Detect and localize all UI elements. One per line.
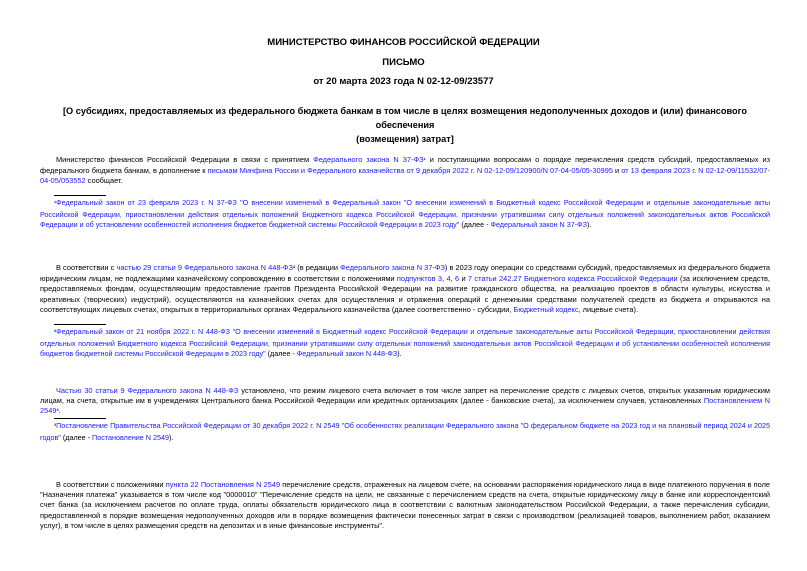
paragraph-3	[40, 386, 770, 418]
text: ,	[442, 274, 447, 284]
text: ).	[168, 432, 174, 442]
text: (за исключением средств, предоставляемых фондам, осуществляющим предоставление грантов Президента Российской Федерации на развитие гражданского общества, на реализацию проектов в области культуры, искусства и креативных (творческих) индустрий), осуществляются на казначейских счетах для осуществления и отражения операций с денежными средствами получателей средств из бюджета и открываются на соответствующих лицевых счетах, открытых в территориальных органах Федерального казначейства (далее соответственно - субсидии,	[40, 274, 770, 314]
footnote-3	[40, 421, 770, 443]
footnote-separator	[54, 418, 106, 419]
subject-line-1: [О субсидиях, предоставляемых из федерального бюджета банкам в том числе в целях возмещения недополученных доходов и (или) финансового обеспечения	[63, 106, 747, 130]
link-budget-code[interactable]: Бюджетный кодекс	[513, 304, 579, 314]
footnote-marker: ²	[54, 329, 57, 336]
text: В соответствии с положениями	[56, 480, 166, 489]
subject-line-2: (возмещения) затрат]	[356, 134, 454, 144]
document-date-number: от 20 марта 2023 года N 02-12-09/23577	[313, 76, 494, 87]
text: (в редакции	[295, 263, 341, 272]
text: ,	[450, 274, 455, 284]
link-letters-minfin[interactable]: письмам Минфина России и Федерального казначейства от 9 декабря 2022 г. N 02-12-09/120900/N 07-04-05/05-30995	[207, 166, 613, 176]
link-subparagraph-3[interactable]: подпунктов 3	[396, 274, 443, 284]
footnote-marker[interactable]: ²	[292, 265, 296, 272]
text: , лицевые счета).	[578, 304, 639, 314]
link-footnote-law-37[interactable]: Федеральный закон от 23 февраля 2023 г. N 37-ФЗ "О внесении изменений в Федеральный закон "О внесении изменений в Бюджетный кодекс Российской Федерации и отдельные законодательные акты Российской Федерации, приостановлении действия отдельных положений Бюджетного кодекса Российской Федерации, признании утратившими силу отдельных положений законодательных актов Российской Федерации и об установлении особенностей исполнения бюджетов бюджетной системы Российской Федерации в 2023 году"	[40, 198, 770, 229]
text: Министерство финансов Российской Федерации в связи с принятием	[56, 155, 314, 164]
link-law-37-short[interactable]: Федеральный закон N 37-ФЗ	[490, 220, 587, 229]
footnote-1	[40, 198, 770, 231]
text: (далее -	[265, 349, 297, 358]
text: ) в 2023 году операции со средствами субсидий, предоставляемых из федерального бюджета юридическим лицам, не подлежащими казначейскому сопровождению в соответствии с положениями	[40, 263, 770, 284]
link-part-29-article-9[interactable]: частью 29 статьи 9 Федерального закона N 448-ФЗ	[116, 263, 293, 272]
text: .	[58, 406, 61, 416]
paragraph-4	[40, 480, 770, 531]
paragraph-2	[40, 263, 770, 315]
text: сообщает.	[85, 176, 123, 186]
text: В соответствии с	[56, 263, 117, 272]
link-federal-law-37[interactable]: Федерального закона N 37-ФЗ	[313, 155, 424, 164]
footnote-separator	[54, 195, 106, 196]
document-subject	[40, 104, 770, 146]
document-type: ПИСЬМО	[382, 57, 425, 68]
footnote-2	[40, 327, 770, 360]
link-federal-law-37[interactable]: Федерального закона N 37-ФЗ	[340, 263, 445, 272]
footnote-marker: ¹	[54, 200, 57, 207]
link-part-30-article-9[interactable]: Частью 30 статьи 9 Федерального закона N 448-ФЗ	[56, 386, 239, 395]
text: перечисление средств, отраженных на лицевом счете, на основании распоряжения юридического лица в виде платежного поручения в поле "Назначения платежа" указывается в том числе код "0000010" "Перечисление средств на цели, не связанные с перечислением средств на счета, открытые юридическому лицу в банке или корреспондентский счет банка (за исключением расчетов по оплате труда, оплаты обязательств юридического лица в соответствии с валютным законодательством Российской Федерации, а также перечисления субсидии, предоставленной в порядке возмещения недополученных доходов или в порядке возмещения фактически понесенных затрат в связи с производством (реализацией товаров, выполнением работ, оказанием услуг), в том числе в целях размещения средств на депозитах и в иные финансовые инструменты".	[40, 480, 770, 530]
footnote-marker[interactable]: ¹	[423, 157, 426, 164]
text: (далее -	[60, 432, 93, 442]
link-resolution-2549-short[interactable]: Постановление N 2549	[92, 432, 169, 442]
text: (далее -	[459, 220, 491, 229]
link-law-448-short[interactable]: Федеральный закон N 448-ФЗ	[296, 349, 398, 358]
footnote-marker[interactable]: ³	[56, 408, 59, 416]
paragraph-1	[40, 155, 770, 187]
text: ).	[397, 349, 402, 358]
text: и	[459, 274, 468, 284]
link-letter-feb-2023[interactable]: от 13 февраля 2023 г. N 02-12-09/11532/07-04-05/053552	[40, 166, 770, 186]
link-resolution-2549[interactable]: Постановлением N 2549	[40, 396, 770, 416]
text: установлено, что режим лицевого счета включает в том числе запрет на перечисление средств с лицевых счетов, открытых указанным юридическим лицам, на счета, открытые им в учреждениях Центрального банка Российской Федерации или кредитных организациях (далее - банковские счета), за исключением случаев, установленных	[40, 386, 770, 406]
link-point-22-resolution-2549[interactable]: пункта 22 Постановления N 2549	[165, 480, 281, 489]
link-subparagraph-4[interactable]: 4	[446, 274, 451, 284]
link-footnote-resolution-2549[interactable]: Постановление Правительства Российской Федерации от 30 декабря 2022 г. N 2549 "Об особенностях реализации Федерального закона "О федеральном бюджете на 2023 год и на плановый период 2024 и 2025 годов"	[40, 421, 770, 442]
footnote-separator	[54, 324, 106, 325]
link-subparagraph-6[interactable]: 6	[454, 274, 460, 284]
link-article-242-27[interactable]: 7 статьи 242.27 Бюджетного кодекса Российской Федерации	[467, 274, 678, 284]
footnote-marker: ³	[54, 423, 57, 430]
text: и поступающими вопросами о порядке перечисления средств субсидий, предоставляемых из федерального бюджета банкам, в дополнение к	[40, 155, 770, 176]
text: ).	[586, 220, 592, 229]
link-footnote-law-448[interactable]: Федеральный закон от 21 ноября 2022 г. N 448-ФЗ "О внесении изменений в Бюджетный кодекс Российской Федерации и отдельные законодательные акты Российской Федерации, приостановлении действия отдельных положений Бюджетного кодекса Российской Федерации, признании утратившими силу отдельных положений законодательных актов Российской Федерации и об установлении особенностей исполнения бюджетов бюджетной системы Российской Федерации в 2023 году"	[40, 327, 770, 358]
text: и	[612, 166, 622, 176]
ministry-title: МИНИСТЕРСТВО ФИНАНСОВ РОССИЙСКОЙ ФЕДЕРАЦИИ	[267, 37, 540, 48]
